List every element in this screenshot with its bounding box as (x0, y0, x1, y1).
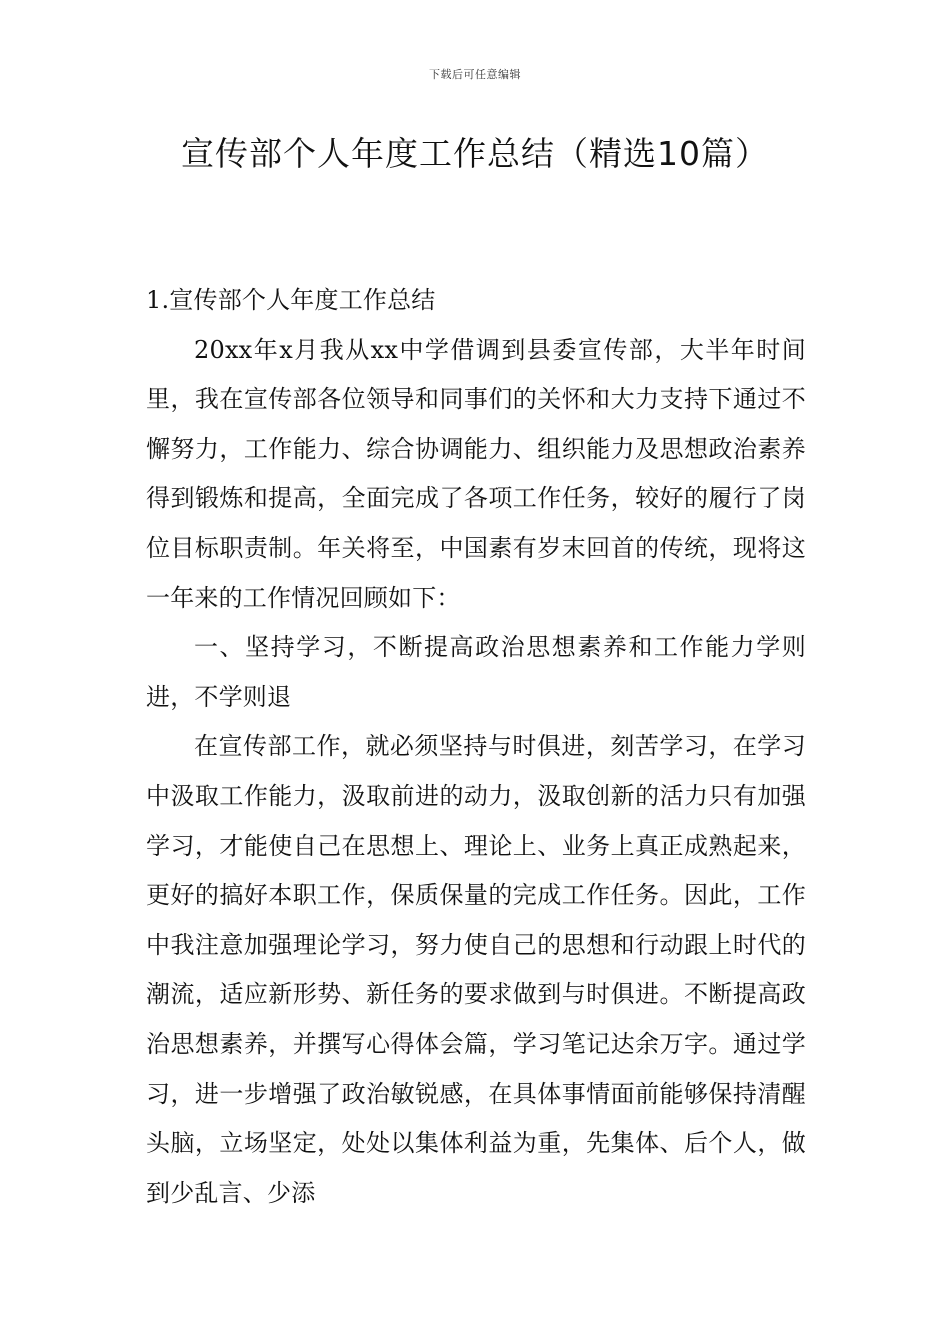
document-title: 宣传部个人年度工作总结（精选10篇） (181, 134, 769, 173)
paragraph-study: 在宣传部工作，就必须坚持与时俱进，刻苦学习，在学习中汲取工作能力，汲取前进的动力，汲取创新的活力只有加强学习，才能使自己在思想上、理论上、业务上真正成熟起来，更好的搞好本职工作，保质保量的完成工作任务。因此，工作中我注意加强理论学习，努力使自己的思想和行动跟上时代的潮流，适应新形势、新任务的要求做到与时俱进。不断提高政治思想素养，并撰写心得体会篇，学习笔记达余万字。通过学习，进一步增强了政治敏锐感，在具体事情面前能够保持清醒头脑，立场坚定，处处以集体利益为重，先集体、后个人，做到少乱言、少添 (146, 732, 806, 1207)
document-body (146, 276, 806, 1218)
section-heading: 1.宣传部个人年度工作总结 (146, 286, 436, 314)
paragraph-subheading: 一、坚持学习，不断提高政治思想素养和工作能力学则进，不学则退 (146, 633, 806, 711)
paragraph-intro: 20xx年x月我从xx中学借调到县委宣传部，大半年时间里，我在宣传部各位领导和同事们的关怀和大力支持下通过不懈努力，工作能力、综合协调能力、组织能力及思想政治素养得到锻炼和提高，全面完成了各项工作任务，较好的履行了岗位目标职责制。年关将至，中国素有岁末回首的传统，现将这一年来的工作情况回顾如下： (146, 335, 806, 612)
header-note: 下载后可任意编辑 (429, 68, 521, 81)
